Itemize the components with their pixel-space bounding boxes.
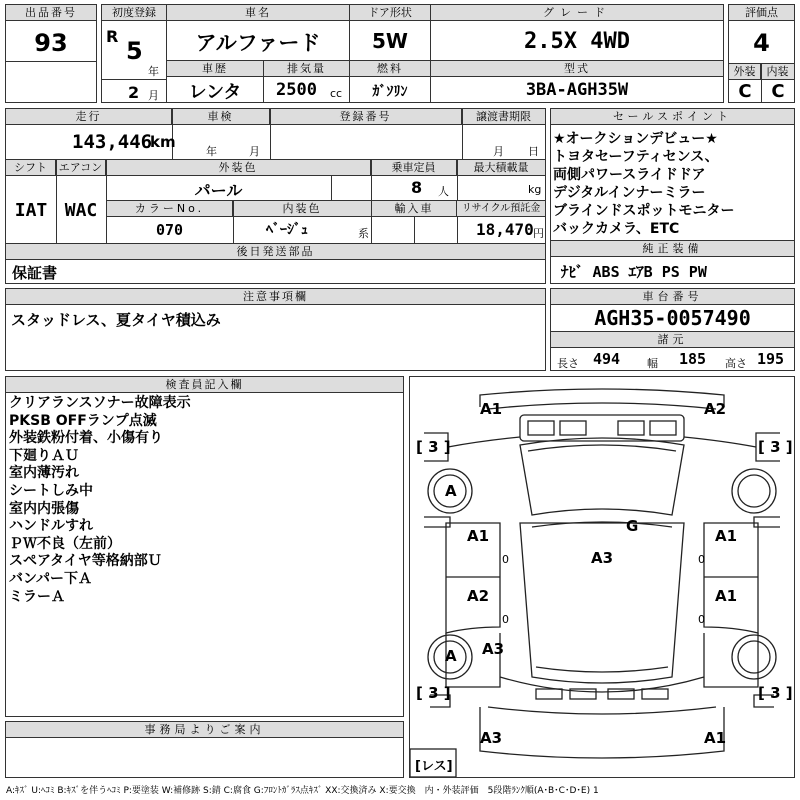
office-box [5,721,404,778]
inspector-label: 検査員記入欄 [6,377,403,393]
notes-box [5,288,546,371]
first-reg-label: 初度登録 [102,5,166,21]
damage-door-rear-right: A1 [715,587,738,605]
inspector-line: 室内薄汚れ [9,465,79,482]
inspector-line: スペアタイヤ等格納部Ｕ [9,553,162,570]
inspector-box [5,376,404,717]
door-rear-left-zero: 0 [502,613,509,626]
aircon-label: エアコン [56,160,106,176]
damage-front-right: A2 [704,400,727,418]
damage-rear-right: A1 [704,729,727,747]
equipment-label: 純正装備 [551,241,794,257]
history-value: レンタ [188,82,242,103]
model-value: 3BA-AGH35W [525,80,629,100]
door-value: 5W [372,29,408,53]
capacity-label: 乗車定員 [371,160,457,176]
capacity-value: 8 [411,178,423,197]
car-name-value: アルファード [195,31,321,55]
int-grade-label: 内装 [761,64,794,80]
int-color-unit: 系 [358,227,369,240]
legend-text: A:ｷｽﾞ U:ﾍｺﾐ B:ｷｽﾞを伴うﾍｺﾐ P:要塗装 W:補修跡 S:錆 C:腐食 G:ﾌﾛﾝﾄｶﾞﾗｽ点ｷｽﾞ XX:交換済み X:要交換 内・外装評価 5段階ﾗﾝｸ順(A･B･C･D･E) 1 [6,786,599,796]
door-label: ドア形状 [350,5,430,21]
fuel-box [349,60,431,103]
damage-wheel-rear-left: A [445,647,457,665]
score-label: 評価点 [729,5,794,21]
sales-points-box [550,108,795,241]
aircon-value: WAC [64,200,98,221]
equipment-box [550,240,795,284]
color-no-value: 070 [155,221,184,239]
door-front-right-zero: 0 [698,553,705,566]
inspection-year-unit: 年 [206,145,217,158]
ext-grade-label: 外装 [729,64,761,80]
inspector-line: PKSB OFFランプ点滅 [9,412,157,429]
inspector-line: ハンドルすれ [9,518,93,535]
damage-door-rear-left: A2 [467,587,490,605]
inspection-month-unit: 月 [249,145,260,158]
displacement-unit: cc [330,87,343,100]
int-color-value: ﾍﾞｰｼﾞｭ [266,222,308,238]
damage-front-left: A1 [480,400,503,418]
damage-roof: A3 [591,549,614,567]
recycle-unit: 円 [533,227,544,240]
reg-no-label: 登録番号 [270,109,462,125]
sales-points-label: セールスポイント [551,109,794,125]
car-name-box [166,4,350,61]
inspector-list [9,395,191,606]
max-load-unit: kg [528,183,542,196]
inspector-line: クリアランスソナー故障表示 [9,395,191,411]
sales-points-list [553,130,734,238]
door-rear-right-zero: 0 [698,613,705,626]
specs-width: 185 [679,350,707,368]
damage-windshield: G [626,517,639,535]
first-reg-month-unit: 月 [148,89,159,102]
later-parts-label: 後日発送部品 [6,244,545,260]
chassis-value: AGH35-0057490 [594,306,751,330]
inspector-line: 室内内張傷 [9,500,79,517]
car-name-label: 車名 [167,5,349,21]
inspector-line: 下廻りＡＵ [9,447,79,464]
fuel-value: ｶﾞｿﾘﾝ [372,84,408,100]
shift-value: IAT [14,200,48,221]
transfer-month-unit: 月 [493,145,504,158]
damage-wheel-front-left: A [445,482,457,500]
info-block [5,108,546,284]
tire-depth-rear-right: [ 3 ] [758,684,793,702]
equipment-value: ﾅﾋﾞ ABS ｴｱB PS PW [561,263,707,281]
mileage-label: 走行 [6,109,172,125]
tire-depth-front-left: [ 3 ] [416,438,451,456]
sales-point-line: ★オークションデビュー★ [553,131,718,147]
damage-diagram [409,376,795,778]
fuel-label: 燃料 [350,61,430,77]
damage-door-front-left: A1 [467,527,490,545]
recycle-label: リサイクル預託金 [457,201,545,217]
int-grade-value: C [771,81,785,102]
specs-length: 494 [593,350,621,368]
first-reg-year: 5 [126,37,143,65]
tire-depth-rear-left: [ 3 ] [416,684,451,702]
damage-rear-left: A3 [480,729,503,747]
inspector-line: シートしみ中 [9,482,93,499]
chassis-label: 車台番号 [551,289,794,305]
displacement-box [263,60,350,103]
damage-door-front-right: A1 [715,527,738,545]
sales-point-line: バックカメラ、ETC [553,221,680,237]
office-label: 事務局よりご案内 [6,722,403,738]
inspector-line: バンパー下Ａ [9,570,93,587]
first-reg-era: R [106,27,119,46]
inspection-label: 車検 [172,109,270,125]
sales-point-line: デジタルインナーミラー [553,185,706,201]
damage-rear-quarter: A3 [482,640,505,658]
notes-label: 注意事項欄 [6,289,545,305]
tire-depth-front-right: [ 3 ] [758,438,793,456]
inspector-line: ＰＷ不良（左前） [9,535,121,552]
capacity-unit: 人 [438,185,449,198]
int-color-label: 内装色 [233,201,371,217]
model-label: 型式 [431,61,723,77]
ext-color-value: パール [194,181,243,200]
car-outline-drawing [410,377,794,777]
history-box [166,60,264,103]
grade-value: 2.5X 4WD [524,29,630,54]
specs-height: 195 [757,350,785,368]
lot-number: 93 [34,29,68,57]
specs-width-label: 幅 [647,357,658,370]
mileage-value: 143,446 [72,131,153,153]
lot-box [5,4,97,103]
door-front-left-zero: 0 [502,553,509,566]
transfer-label: 譲渡書期限 [462,109,545,125]
first-reg-month: 2 [128,83,140,102]
displacement-label: 排気量 [264,61,349,77]
chassis-box [550,288,795,371]
sales-point-line: トヨタセーフティセンス、 [553,149,719,165]
recycle-value: 18,470 [476,220,534,239]
score-box [728,4,795,103]
inspector-line: ミラーＡ [9,588,65,605]
grade-box [430,4,724,61]
history-label: 車歴 [167,61,263,77]
later-parts-value: 保証書 [12,264,58,282]
sales-point-line: 両側パワースライドドア [553,167,706,183]
specs-height-label: 高さ [725,357,747,370]
score-value: 4 [753,29,770,57]
color-no-label: カラーNo. [107,201,233,217]
sales-point-line: ブラインドスポットモニター [553,203,735,219]
grade-label: グレード [431,5,723,21]
notes-value: スタッドレス、夏タイヤ積込み [11,311,221,329]
specs-length-label: 長さ [557,357,579,370]
max-load-label: 最大積載量 [457,160,545,176]
first-reg-year-unit: 年 [148,65,159,78]
first-reg-box [101,4,167,103]
shift-label: シフト [6,160,56,176]
model-box [430,60,724,103]
specs-label: 諸元 [551,332,794,348]
mileage-unit: km [150,133,176,151]
ext-grade-value: C [738,81,752,102]
lot-label: 出品番号 [6,5,96,21]
inspector-line: 外装鉄粉付着、小傷有り [9,430,163,447]
import-label: 輸入車 [372,201,457,217]
transfer-day-unit: 日 [528,145,539,158]
displacement-value: 2500 [276,80,317,100]
ext-color-label: 外装色 [106,160,371,176]
door-box [349,4,431,61]
spare-tire-lesu: [レス] [415,759,453,774]
